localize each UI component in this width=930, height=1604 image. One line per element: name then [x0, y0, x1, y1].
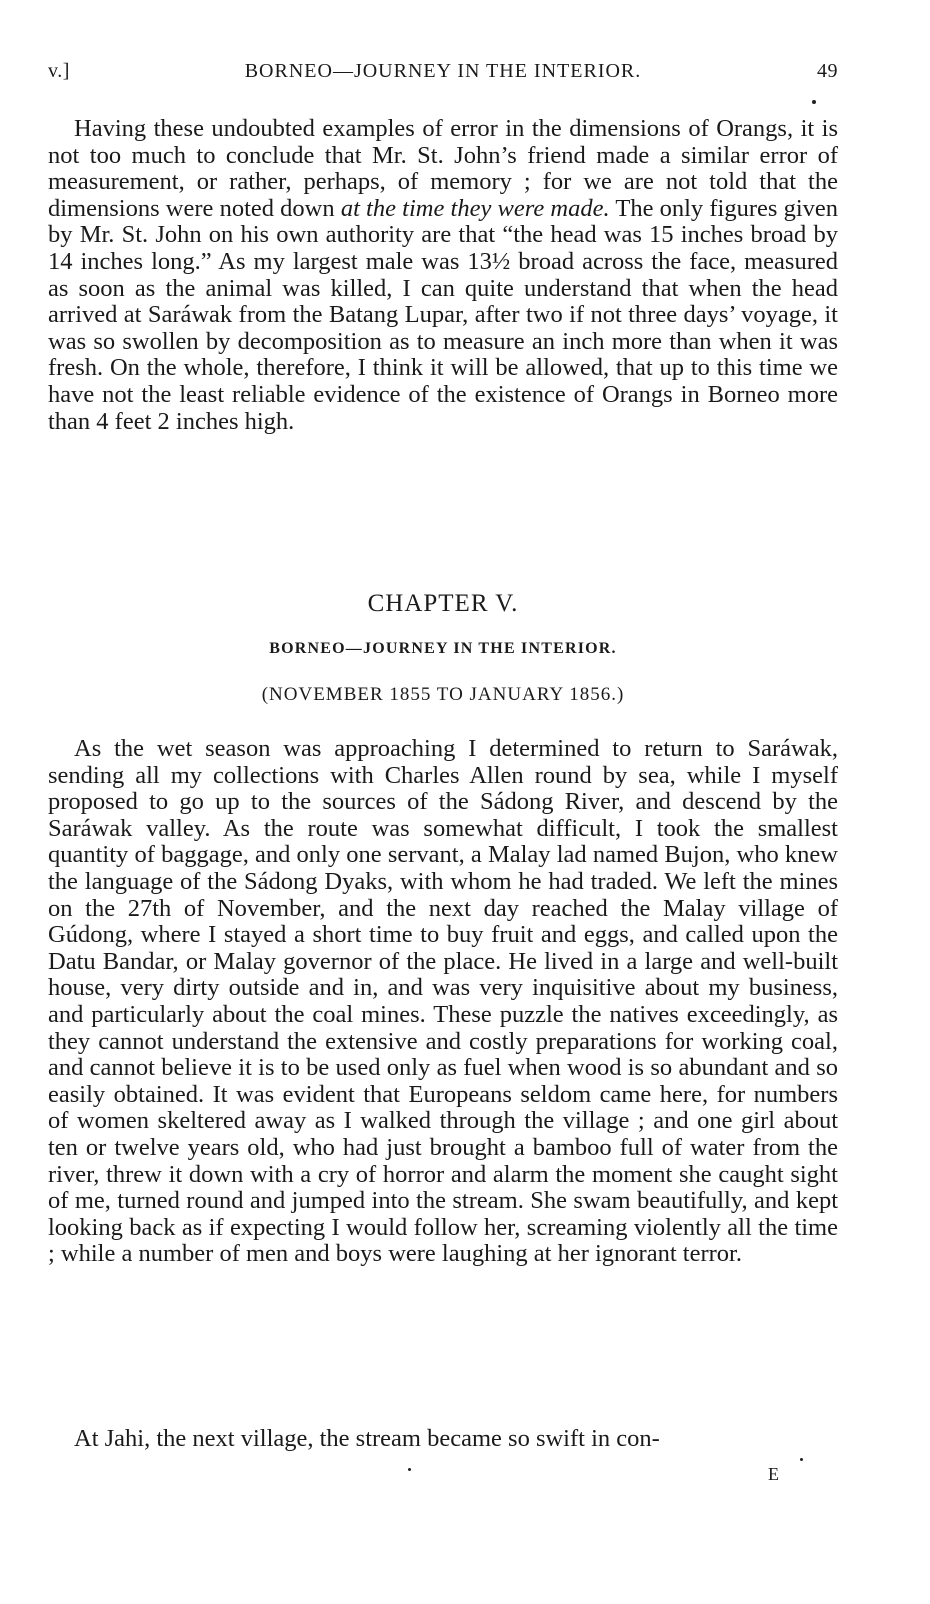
paragraph-text-before-italic: Having these undoubted examples of error in the dimensions of Orangs, it is not too much to conclude that Mr. St. John’s friend made a similar error of measurement, or rather, perhaps, of memory ; for we are not told that the dimensions were noted down	[48, 115, 838, 222]
running-title: BORNEO—JOURNEY IN THE INTERIOR.	[244, 60, 642, 82]
printer-dot	[812, 100, 816, 104]
chapter-paragraph-continued	[48, 1426, 838, 1453]
signature-mark: E	[768, 1464, 779, 1484]
printer-dot	[800, 1458, 803, 1461]
chapter-paragraph	[48, 736, 838, 1268]
printer-dot	[408, 1468, 411, 1471]
chapter-subtitle: BORNEO—JOURNEY IN THE INTERIOR.	[269, 640, 617, 657]
paragraph-italic-phrase: at the time they were made.	[340, 194, 610, 222]
paragraph-text: At Jahi, the next village, the stream became so swift in con-	[74, 1425, 660, 1452]
paragraph-text: As the wet season was approaching I determined to return to Saráwak, sending all my collections with Charles Allen round by sea, while I myself proposed to go up to the sources of the Sádong River, and descend by the Saráwak valley. As the route was somewhat difficult, I took the smallest quantity of baggage, and only one servant, a Malay lad named Bujon, who knew the language of the Sádong Dyaks, with whom he had traded. We left the mines on the 27th of November, and the next day reached the Malay village of Gúdong, where I stayed a short time to buy fruit and eggs, and called upon the Datu Bandar, or Malay governor of the place. He lived in a large and well-built house, very dirty outside and in, and was very inquisitive about my business, and particularly about the coal mines. These puzzle the natives exceedingly, as they cannot understand the extensive and costly preparations for working coal, and cannot believe it is to be used only as fuel when wood is so abundant and so easily obtained. It was evident that Europeans seldom came here, for numbers of women skeltered away as I walked through the village ; and one girl about ten or twelve years old, who had just brought a bamboo full of water from the river, threw it down with a cry of horror and alarm the moment she caught sight of me, turned round and jumped into the stream. She swam beautifully, and kept looking back as if expecting I would follow her, screaming violently all the time ; while a number of men and boys were laughing at her ignorant terror.	[48, 735, 838, 1268]
chapter-title: CHAPTER V.	[367, 590, 519, 617]
paragraph-text-after-italic: The only figures given by Mr. St. John on his own authority are that “the head was 15 inches broad by 14 inches long.” As my largest male was 13½ broad across the face, measured as soon as the animal was killed, I can quite understand that when the head arrived at Saráwak from the Batang Lupar, after two if not three days’ voyage, it was so swollen by decomposition as to measure an inch more than when it was fresh. On the whole, therefore, I think it will be allowed, that up to this time we have not the least reliable evidence of the existence of Orangs in Borneo more than 4 feet 2 inches high.	[48, 194, 838, 435]
running-head	[48, 60, 838, 90]
page-number: 49	[817, 60, 838, 82]
chapter-numeral: v.]	[48, 60, 70, 82]
continued-paragraph	[48, 116, 838, 435]
chapter-dates: (NOVEMBER 1855 TO JANUARY 1856.)	[261, 684, 625, 705]
